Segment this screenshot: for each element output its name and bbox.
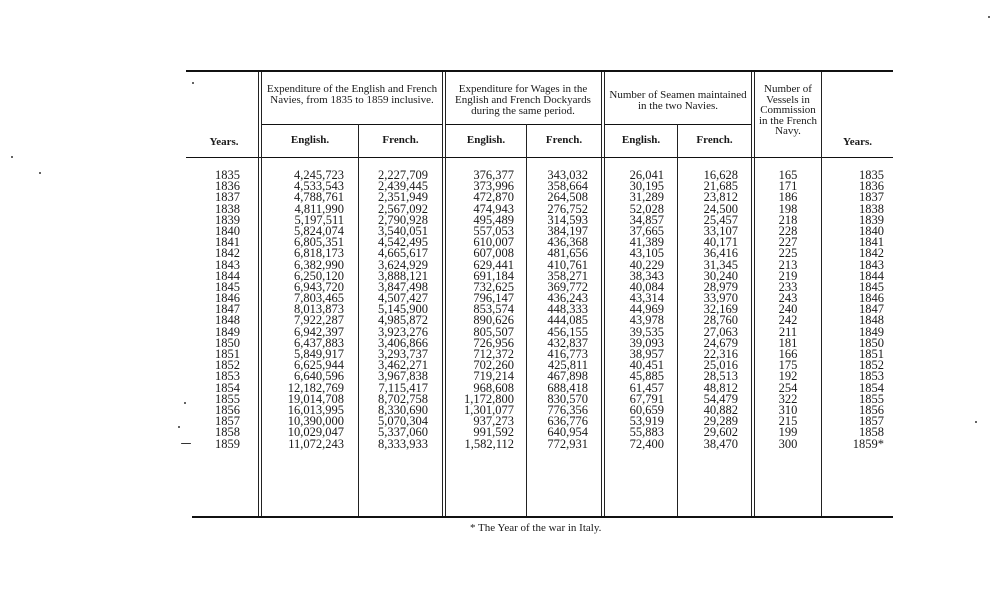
table-cell: 33,970 [703,291,738,306]
table-cell: 1,301,077 [464,402,514,417]
table-cell: 1859* [852,436,884,451]
table-cell: 1845 [859,279,884,294]
table-cell: 5,197,511 [294,212,344,227]
table-cell: 702,260 [473,358,514,373]
table-cell: 1856 [859,402,884,417]
column-header-years-right: Years. [842,136,873,148]
table-cell: 805,507 [473,324,514,339]
table-cell: 3,293,737 [378,347,428,361]
seamen-french-column [680,170,738,450]
table-cell: 7,115,417 [378,380,428,395]
table-cell: 7,803,465 [294,291,344,306]
table-cell: 26,041 [629,168,664,182]
table-cell: 8,013,873 [294,302,344,317]
table-cell: 1849 [859,324,884,339]
table-cell: 28,513 [703,369,738,384]
column-divider [258,72,259,516]
table-cell: 1835 [215,168,240,182]
table-cell: 1854 [215,380,240,395]
table-cell: 5,145,900 [378,302,428,317]
table-cell: 1851 [859,347,884,361]
table-cell: 19,014,708 [287,391,344,406]
table-cell: 640,954 [547,425,588,440]
table-cell: 11,072,243 [288,436,344,451]
scan-speck [192,82,194,84]
table-cell: 8,330,690 [378,402,428,417]
table-cell: 436,243 [547,291,588,306]
group-header-navy-expenditure: Expenditure of the English and French Navies, from 1835 to 1859 inclusive. [266,83,438,106]
table-cell: 830,570 [547,391,588,406]
table-cell: 186 [778,190,798,205]
table-cell: 5,070,304 [378,414,428,429]
navy-english-column [272,170,344,450]
table-cell: 6,640,596 [294,369,344,384]
table-cell: 310 [778,402,798,417]
table-cell: 2,227,709 [378,168,428,182]
table-cell: 6,943,720 [294,279,344,294]
table-cell: 1856 [215,402,240,417]
group-header-dockyard-wages: Expenditure for Wages in the English and French Dockyards during the same period. [455,83,591,117]
table-cell: 1850 [215,335,240,350]
table-cell: 1,582,112 [464,436,514,451]
table-cell: 384,197 [547,223,588,238]
table-cell: 72,400 [629,436,664,451]
table-cell: 2,439,445 [378,179,428,194]
header-bottom-rule [186,157,893,158]
table-cell: 1851 [215,347,240,361]
table-cell: 218 [778,212,798,227]
table-cell: 33,107 [703,223,738,238]
table-cell: 16,628 [703,168,738,182]
table-cell: 192 [778,369,798,384]
table-cell: 25,016 [703,358,738,373]
table-cell: 55,883 [629,425,664,440]
table-cell: 448,333 [547,302,588,317]
table-cell: 369,772 [547,279,588,294]
table-cell: 40,882 [703,402,738,417]
table-cell: 343,032 [547,168,588,182]
table-cell: 6,942,397 [294,324,344,339]
table-cell: 358,664 [547,179,588,194]
table-cell: 10,029,047 [287,425,344,440]
table-cell: 5,337,060 [378,425,428,440]
table-cell: 1845 [215,279,240,294]
table-cell: 41,389 [629,235,664,250]
table-cell: 10,390,000 [287,414,344,429]
wages-english-column [452,170,514,450]
table-cell: 467,898 [547,369,588,384]
table-cell: 1843 [215,257,240,272]
table-cell: 1853 [215,369,240,384]
table-cell: 1849 [215,324,240,339]
wages-french-column [528,170,588,450]
table-cell: 1843 [859,257,884,272]
table-cell: 1840 [859,223,884,238]
table-cell: 23,812 [703,190,738,205]
table-cell: 32,169 [703,302,738,317]
table-cell: 22,316 [703,347,738,361]
table-cell: 1842 [859,246,884,261]
table-cell: 1855 [215,391,240,406]
table-cell: 3,462,271 [378,358,428,373]
table-cell: 6,805,351 [294,235,344,250]
table-cell: 21,685 [703,179,738,194]
table-cell: 12,182,769 [287,380,344,395]
table-cell: 1839 [859,212,884,227]
table-cell: 358,271 [547,268,588,283]
table-cell: 1847 [859,302,884,317]
table-cell: 1850 [859,335,884,350]
table-cell: 1857 [215,414,240,429]
table-cell: 4,507,427 [378,291,428,306]
group-header-seamen: Number of Seamen maintained in the two Navies. [609,89,747,112]
table-cell: 24,500 [703,201,738,216]
table-cell: 60,659 [629,402,664,417]
table-cell: 6,625,944 [294,358,344,373]
table-cell: 16,013,995 [287,402,344,417]
scan-speck [39,172,41,174]
column-header-french: French. [545,134,583,146]
table-cell: 8,333,933 [378,436,428,451]
table-cell: 3,624,929 [378,257,428,272]
table-cell: 67,791 [629,391,664,406]
table-cell: 215 [778,414,798,429]
table-cell: 691,184 [473,268,514,283]
table-cell: 481,656 [547,246,588,261]
footnote: * The Year of the war in Italy. [470,522,602,534]
table-cell: 1844 [859,268,884,283]
table-cell: 1838 [215,201,240,216]
table-cell: 30,240 [703,268,738,283]
column-header-english: English. [290,134,330,146]
table-cell: 227 [778,235,798,250]
table-cell: 1847 [215,302,240,317]
table-cell: 474,943 [473,201,514,216]
table-cell: 314,593 [547,212,588,227]
table-cell: 726,956 [473,335,514,350]
table-cell: 171 [778,179,798,194]
table-cell: 472,870 [473,190,514,205]
table-cell: 4,665,617 [378,246,428,261]
table-cell: 557,053 [473,223,514,238]
column-header-french: French. [382,134,419,146]
table-cell: 40,451 [629,358,664,373]
table-cell: 732,625 [473,279,514,294]
table-cell: 264,508 [547,190,588,205]
table-cell: 175 [778,358,798,373]
table-cell: 43,105 [629,246,664,261]
table-cell: 181 [778,335,798,350]
table-cell: 213 [778,257,798,272]
table-cell: 1835 [859,168,884,182]
table-cell: 1846 [859,291,884,306]
table-cell: 25,457 [703,212,738,227]
table-cell: 6,437,883 [294,335,344,350]
table-cell: 3,888,121 [378,268,428,283]
table-cell: 29,602 [703,425,738,440]
table-cell: 444,085 [547,313,588,328]
table-cell: 52,028 [629,201,664,216]
table-cell: 242 [778,313,798,328]
table-cell: 425,811 [547,358,588,373]
table-cell: 6,818,173 [294,246,344,261]
table-cell: 776,356 [547,402,588,417]
table-cell: 40,229 [629,257,664,272]
table-cell: 4,533,543 [294,179,344,194]
table-cell: 233 [778,279,798,294]
subheader-rule-1 [262,124,442,125]
table-cell: 45,885 [629,369,664,384]
table-cell: 43,314 [629,291,664,306]
column-header-english: English. [621,134,661,146]
table-cell: 3,406,866 [378,335,428,350]
table-cell: 712,372 [473,347,514,361]
column-divider [358,124,359,516]
table-cell: 890,626 [473,313,514,328]
table-top-rule [186,70,893,72]
table-cell: 34,857 [629,212,664,227]
table-bottom-rule [192,516,893,518]
table-cell: 636,776 [547,414,588,429]
table-cell: 1852 [215,358,240,373]
table-cell: 1,172,800 [464,391,514,406]
table-cell: 2,351,949 [378,190,428,205]
table-cell: 495,489 [473,212,514,227]
table-cell: 436,368 [547,235,588,250]
table-cell: 228 [778,223,798,238]
column-divider [751,72,752,516]
subheader-rule-3 [605,124,751,125]
scan-speck [11,156,13,158]
years-left-column [200,170,240,450]
table-cell: 4,542,495 [378,235,428,250]
column-header-years-left: Years. [209,136,239,148]
table-cell: 1854 [859,380,884,395]
table-cell: 4,811,990 [294,201,344,216]
table-cell: 4,788,761 [294,190,344,205]
table-cell: 6,250,120 [294,268,344,283]
scan-speck [988,16,990,18]
table-cell: 43,978 [629,313,664,328]
navy-french-column [360,170,428,450]
table-cell: 40,084 [629,279,664,294]
table-cell: 198 [778,201,798,216]
column-header-english: English. [466,134,506,146]
table-cell: 1838 [859,201,884,216]
table-cell: 39,535 [629,324,664,339]
table-cell: 31,289 [629,190,664,205]
table-cell: 2,567,092 [378,201,428,216]
table-cell: 1853 [859,369,884,384]
vessels-column [764,170,812,450]
table-cell: 2,790,928 [378,212,428,227]
table-cell: 688,418 [547,380,588,395]
table-cell: 7,922,287 [294,313,344,328]
table-cell: 27,063 [703,324,738,339]
table-cell: 38,470 [703,436,738,451]
table-cell: 373,996 [473,179,514,194]
table-cell: 28,979 [703,279,738,294]
table-cell: 772,931 [547,436,588,451]
table-cell: 44,969 [629,302,664,317]
table-cell: 1837 [859,190,884,205]
table-cell: 5,849,917 [294,347,344,361]
table-cell: 1840 [215,223,240,238]
scan-speck [975,421,977,423]
table-cell: 39,093 [629,335,664,350]
table-cell: 6,382,990 [294,257,344,272]
table-cell: 719,214 [473,369,514,384]
table-cell: 432,837 [547,335,588,350]
table-cell: 796,147 [473,291,514,306]
table-cell: 1848 [859,313,884,328]
table-cell: 29,289 [703,414,738,429]
table-cell: 38,343 [629,268,664,283]
table-cell: 5,824,074 [294,223,344,238]
table-cell: 28,760 [703,313,738,328]
table-cell: 53,919 [629,414,664,429]
table-cell: 376,377 [473,168,514,182]
column-header-french: French. [696,134,733,146]
group-header-vessels: Number of Vessels in Commission in the French Navy. [758,83,818,137]
table-cell: 254 [778,380,798,395]
table-cell: 54,479 [703,391,738,406]
table-cell: 3,540,051 [378,223,428,238]
table-cell: 1858 [859,425,884,440]
table-cell: 607,008 [473,246,514,261]
table-cell: 1858 [215,425,240,440]
table-cell: 24,679 [703,335,738,350]
table-cell: 61,457 [629,380,664,395]
table-cell: 1848 [215,313,240,328]
table-cell: 1855 [859,391,884,406]
table-cell: 968,608 [473,380,514,395]
table-cell: 4,245,723 [294,168,344,182]
table-cell: 322 [778,391,798,406]
table-cell: 937,273 [473,414,514,429]
table-cell: 456,155 [547,324,588,339]
table-cell: 1837 [215,190,240,205]
column-divider [601,72,602,516]
table-cell: 853,574 [473,302,514,317]
column-divider [526,124,527,516]
table-cell: 30,195 [629,179,664,194]
table-cell: 1859 [215,436,240,451]
table-cell: 37,665 [629,223,664,238]
table-cell: 166 [778,347,798,361]
table-cell: 165 [778,168,798,182]
table-cell: 36,416 [703,246,738,261]
table-cell: 1839 [215,212,240,227]
table-cell: 3,847,498 [378,279,428,294]
table-cell: 276,752 [547,201,588,216]
table-cell: 211 [778,324,798,339]
table-cell: 1836 [859,179,884,194]
table-cell: 1836 [215,179,240,194]
column-divider [677,124,678,516]
seamen-english-column [608,170,664,450]
table-cell: 1846 [215,291,240,306]
table-cell: 300 [778,436,798,451]
table-cell: 1841 [215,235,240,250]
table-cell: 199 [778,425,798,440]
table-cell: 410,761 [547,257,588,272]
table-cell: 38,957 [629,347,664,361]
column-divider [442,72,443,516]
table-cell: 8,702,758 [378,391,428,406]
scan-speck [184,402,186,404]
table-cell: 991,592 [473,425,514,440]
table-cell: 225 [778,246,798,261]
table-cell: 1852 [859,358,884,373]
table-cell: 40,171 [703,235,738,250]
subheader-rule-2 [446,124,601,125]
table-cell: 416,773 [547,347,588,361]
table-cell: 4,985,872 [378,313,428,328]
table-cell: 3,967,838 [378,369,428,384]
table-cell: 31,345 [703,257,738,272]
table-cell: 1841 [859,235,884,250]
table-cell: 1857 [859,414,884,429]
table-cell: 243 [778,291,798,306]
table-cell: 240 [778,302,798,317]
scan-speck [181,443,191,444]
table-cell: 1844 [215,268,240,283]
table-cell: 1842 [215,246,240,261]
table-cell: 219 [778,268,798,283]
table-cell: 48,812 [703,380,738,395]
scan-speck [178,426,180,428]
years-right-column [836,170,884,450]
column-divider [754,72,755,516]
table-cell: 610,007 [473,235,514,250]
table-cell: 629,441 [473,257,514,272]
table-cell: 3,923,276 [378,324,428,339]
